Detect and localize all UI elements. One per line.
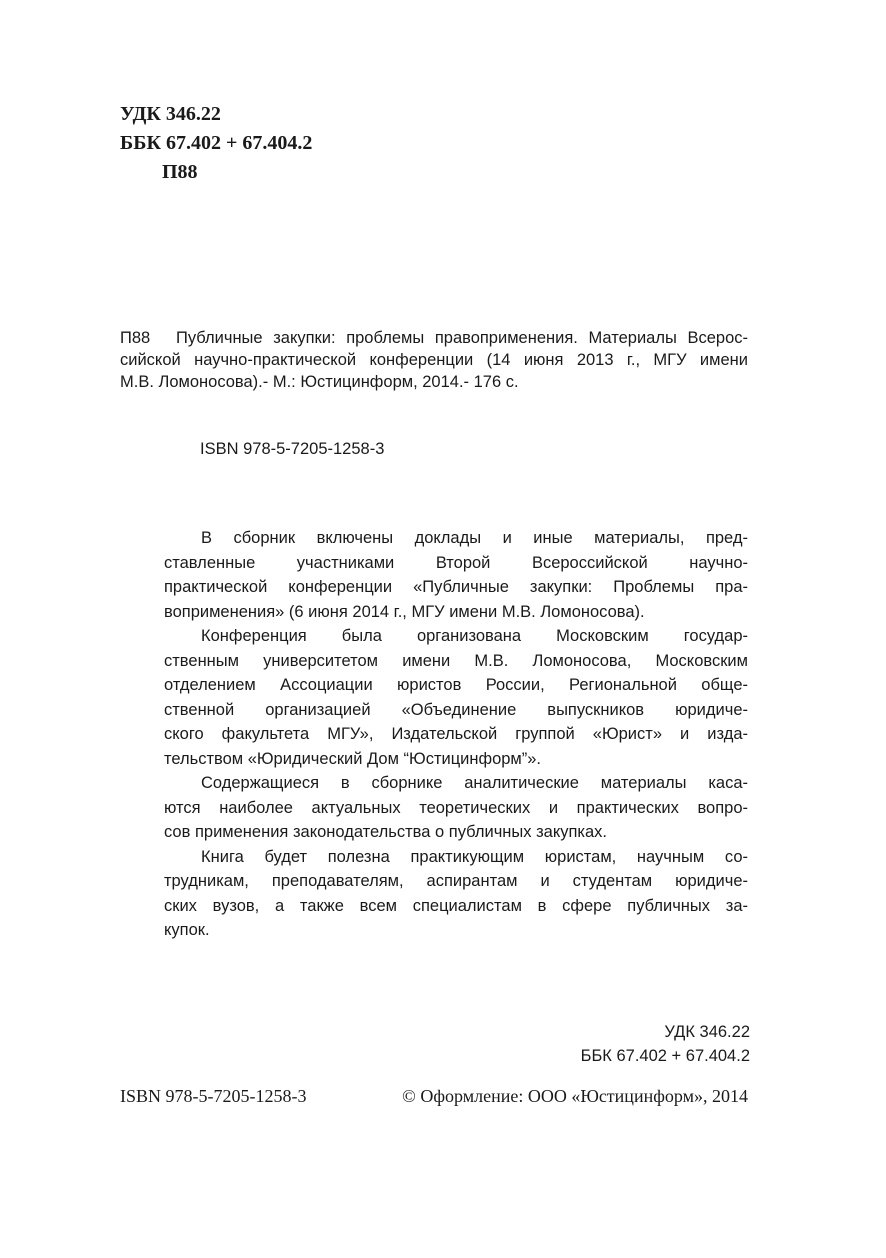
footer [120,1086,748,1107]
udk-code-bottom: УДК 346.22 [664,1023,750,1041]
bibliographic-line: Публичные закупки: проблемы правоприменения. Материалы Всерос- [176,329,748,347]
annotation-line: ских вузов, а также всем специалистам в сфере публичных за- [164,896,748,915]
annotation-line: трудникам, преподавателям, аспирантам и студентам юридиче- [164,872,748,890]
annotation-line: Книга будет полезна практикующим юристам, научным со- [201,847,748,866]
footer-isbn: ISBN 978-5-7205-1258-3 [120,1086,307,1106]
copyright-notice: © Оформление: ООО «Юстицинформ», 2014 [402,1086,748,1106]
annotation-line: купок. [164,921,210,939]
annotation-line: тельством «Юридический Дом “Юстицинформ”». [164,749,542,768]
annotation [164,526,748,943]
annotation-line: Конференция была организована Московским государ- [201,627,748,645]
annotation-line: ются наиболее актуальных теоретических и практических вопро- [164,798,748,817]
bibliographic-author-mark: П88 [120,329,151,347]
annotation-line: ственным университетом имени М.В. Ломоносова, Московским [164,651,748,670]
annotation-line: Содержащиеся в сборнике аналитические материалы каса- [201,774,748,792]
annotation-line: ственной организацией «Объединение выпускников юридиче- [164,700,748,719]
bibliographic-line: сийской научно-практической конференции (14 июня 2013 г., МГУ имени [120,351,748,369]
classification-codes-bottom [581,1020,750,1068]
annotation-line: ского факультета МГУ», Издательской группой «Юрист» и изда- [164,725,748,743]
bbk-code-bottom: ББК 67.402 + 67.404.2 [580,1047,750,1065]
classification-codes-header [120,100,312,187]
author-mark: П88 [162,161,198,183]
annotation-line: воприменения» (6 июня 2014 г., МГУ имени М.В. Ломоносова). [164,602,645,621]
bibliographic-record [120,327,748,393]
annotation-line: практической конференции «Публичные закупки: Проблемы пра- [164,578,748,596]
annotation-line: В сборник включены доклады и иные материалы, пред- [201,529,748,547]
isbn-record: ISBN 978-5-7205-1258-3 [200,440,385,458]
annotation-line: сов применения законодательства о публичных закупках. [164,823,608,841]
bbk-code: ББК 67.402 + 67.404.2 [120,132,313,154]
annotation-line: отделением Ассоциации юристов России, Региональной обще- [164,676,748,694]
annotation-line: ставленные участниками Второй Всероссийской научно- [164,553,748,572]
udk-code: УДК 346.22 [120,103,221,125]
bibliographic-line: М.В. Ломоносова).- М.: Юстицинформ, 2014.- 176 с. [120,373,519,391]
